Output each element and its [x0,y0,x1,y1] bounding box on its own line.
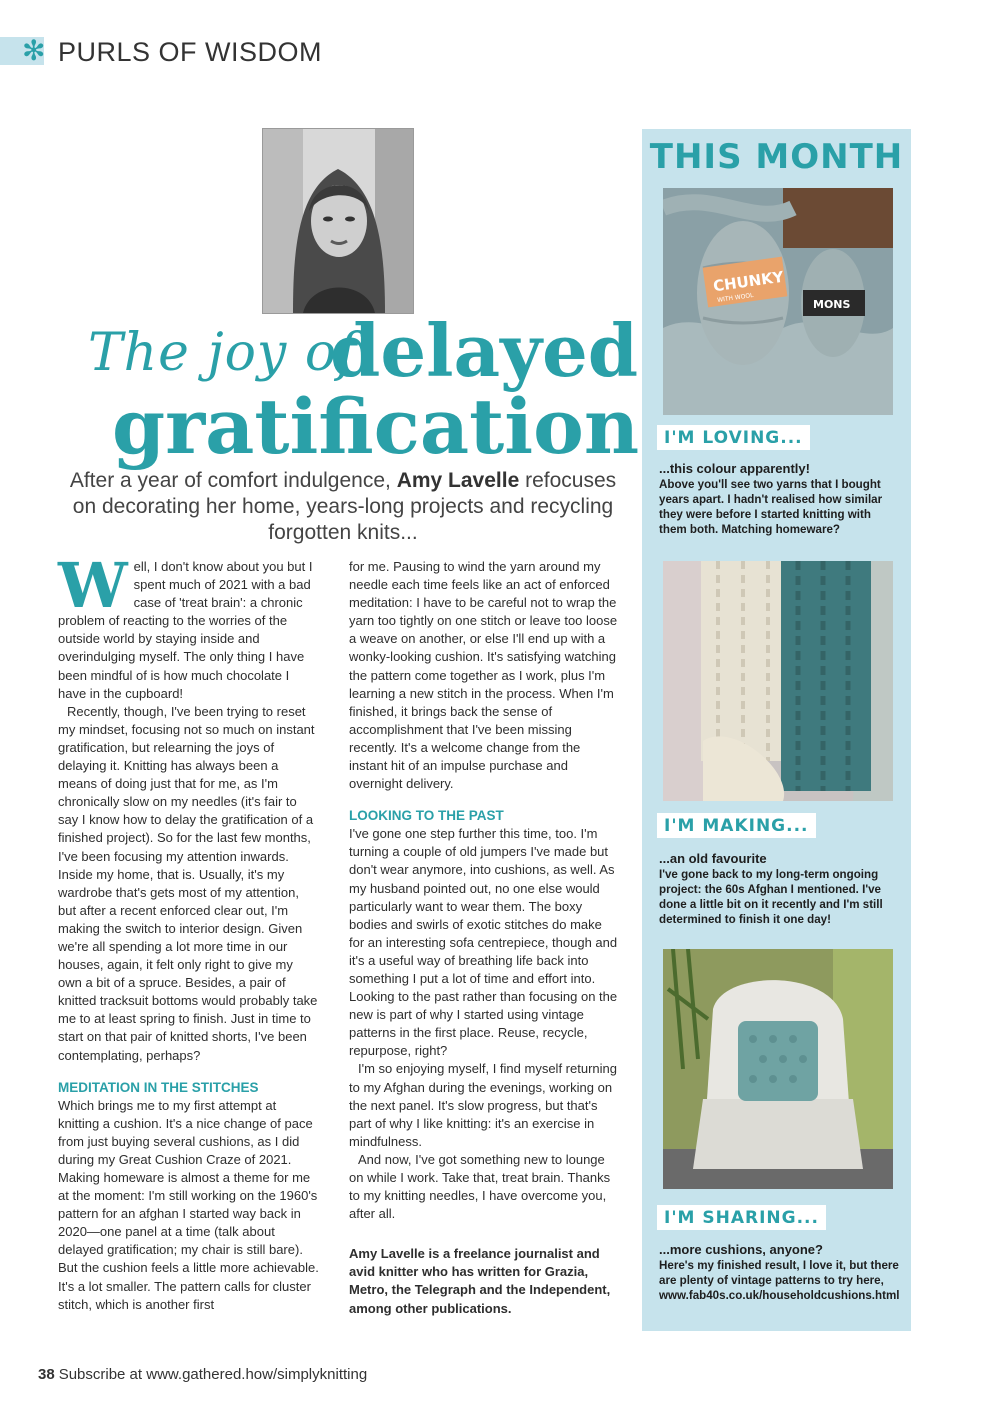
paragraph-1 [58,549,320,703]
yarn-label-mons: MONS [813,298,851,311]
headline-bold-line2: gratification [112,382,640,471]
headline-bold-line1: delayed [330,308,639,393]
section-title: PURLS OF WISDOM [58,37,323,67]
tag-loving: I'M LOVING... [657,425,810,450]
author-bio: Amy Lavelle is a freelance journalist and avid knitter who has written for Grazia, Metro, the Telegraph and the Independent, among other publications. [349,1246,611,1316]
loving-text-block [659,461,899,537]
tag-sharing: I'M SHARING... [657,1205,826,1230]
standfirst-after: refocuses on decorating her home, years-long projects and recycling forgotten knits... [72,469,617,544]
tag-making: I'M MAKING... [657,813,816,838]
author-portrait [262,128,414,314]
paragraph-1-text: ell, I don't know about you but I spent much of 2021 with a bad case of 'treat brain': a chronic problem of reacting to the worries of the outside world by staying inside and overindulging myself. The only thing I have been mindful of is how much chocolate I have in the cupboard! [58,559,313,701]
page-footer [38,1366,367,1383]
paragraph-3: Which brings me to my first attempt at knitting a cushion. It's a nice change of pace from just buying several cushions, as I did during my Great Cushion Craze of 2021. Making homeware is almost a theme for me at the moment: I'm still working on the 1960's pattern for an afghan I started way back in 2020—one panel at a time (talk about delayed gratification; my chair is still bare). But the cushion feels a little more achievable. It's a lot smaller. The pattern calls for cluster stitch, which is another first [58,1097,319,1312]
yarn-label-chunky: CHUNKY [712,267,785,296]
article-column-1 [58,549,320,1314]
subhead-meditation: MEDITATION IN THE STITCHES [58,1079,259,1095]
headline-script: The joy of [88,323,358,383]
yarn-label-sub: WITH WOOL [716,291,754,304]
loving-text: Above you'll see two yarns that I bought years apart. I hadn't realised how similar they were before I started knitting with them both. Matching homeware? [659,478,883,536]
sidebar-title: THIS MONTH [649,137,904,177]
subscribe-link[interactable]: Subscribe at www.gathered.how/simplyknitting [58,1366,368,1383]
asterisk-flower-icon: ✻ [22,35,46,66]
standfirst [62,468,624,546]
drop-cap: W [58,549,128,622]
portrait-illustration [263,129,413,313]
subhead-looking-past: LOOKING TO THE PAST [349,808,504,824]
standfirst-before: After a year of comfort indulgence, [69,469,391,492]
paragraph-5: I'm so enjoying myself, I find myself returning to my Afghan during the evenings, working on the next panel. It's slow progress, but that's part of why I like knitting: it's an exercise in mindfulness. [349,1061,617,1149]
yarn-photo [663,188,893,415]
sharing-text: Here's my finished result, I love it, but there are plenty of vintage patterns to try here, www.fab40s.co.uk/householdcushions.html [659,1259,900,1302]
making-lead: ...an old favourite [659,851,767,866]
making-text-block [659,851,899,927]
sharing-text-block [659,1242,899,1303]
page-number: 38 [38,1366,55,1383]
afghan-photo [663,561,893,801]
paragraph-2: Recently, though, I've been trying to reset my mindset, focusing not so much on instant gratification, but relearning the joys of delaying it. Knitting has always been a means of doing just that for me, as I'm chronically slow on my needles (it's fair to say I know how to delay the gratification of a finished project). So for the last few months, I've been focusing my attention inwards. Inside my home, that is. Usually, it's my wardrobe that's gets most of my attention, but after a recent enforced clear out, I'm making the switch to interior design. Given we're all spending a lot more time in our houses, again, it felt only right to give my own a bit of a spruce. Besides, a pair of knitted tracksuit bottoms would probably take me to at least spring to finish. Just in time to start on that pair of knitted shorts, I've been contemplating, perhaps? [58,703,318,1063]
sharing-lead: ...more cushions, anyone? [659,1242,823,1257]
paragraph-3-continued: for me. Pausing to wind the yarn around my needle each time feels like an act of enforced meditation: I have to be careful not to wrap the yarn too tightly on one stitch or leave too loose a weave on another, or else I'll end up with a wonky-looking cushion. It's satisfying watching the pattern come together as I work, plus I'm learning a new stitch in the process. When I'm finished, it brings back the sense of accomplishment that I've been missing recently. It's a welcome change from the instant hit of an impulse purchase and overnight delivery. [349,559,618,792]
article-column-2 [349,558,619,1318]
paragraph-6: And now, I've got something new to lounge on while I work. Take that, treat brain. Thanks to my knitting needles, I have overcome you, after all. [349,1151,611,1222]
loving-lead: ...this colour apparently! [659,461,810,476]
cushion-photo [663,949,893,1189]
standfirst-author: Amy Lavelle [396,469,520,492]
paragraph-4: I've gone one step further this time, too. I'm turning a couple of old jumpers I've made but don't wear anymore, into cushions, as well. As my husband pointed out, no one else would particularly want to wear them. The boxy bodies and swirls of exotic stitches do make for an interesting sofa centrepiece, though and it's a useful way of breathing life back into something I put a lot of time and effort into. Looking to the past rather than focusing on the new is part of why I started using vintage patterns in the first place. Reuse, recycle, repurpose, right? [349,826,618,1059]
making-text: I've gone back to my long-term ongoing project: the 60s Afghan I mentioned. I've done a little bit on it recently and I'm still determined to finish it one day! [659,868,883,926]
